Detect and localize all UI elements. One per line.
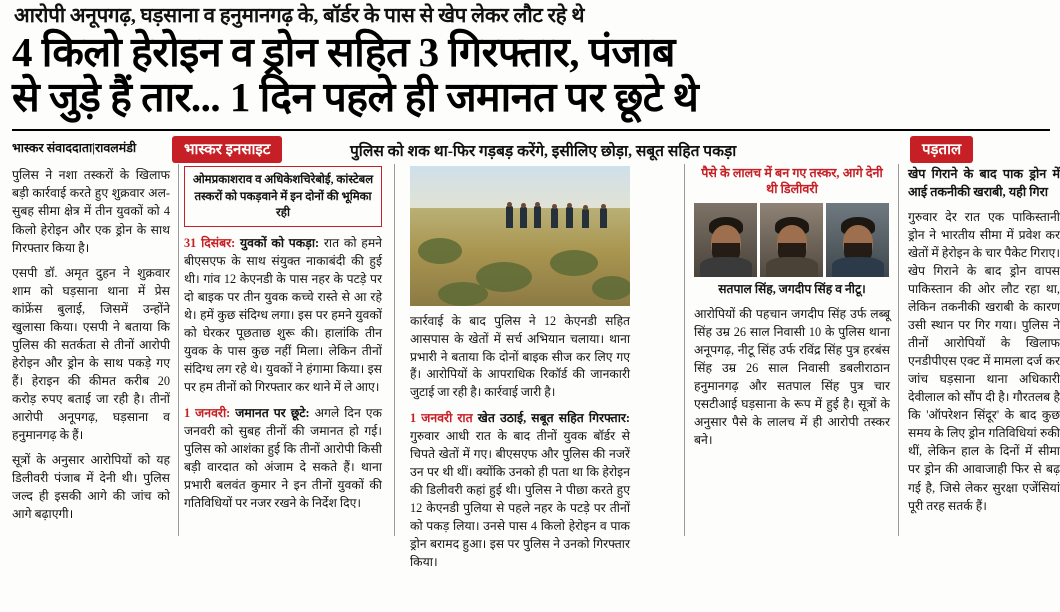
mugs-heading: पैसे के लालच में बन गए तस्कर, आगे देनी थी डिलीवरी [701,166,883,197]
column-1 [12,166,170,530]
column-5 [908,166,1060,521]
person-figure [551,208,558,228]
col2-item-2-date: 1 जनवरी: [184,405,231,420]
col1-para-3: सूत्रों के अनुसार आरोपियों को यह डिलीवरी पंजाब में देनी थी। पुलिस जल्द ही इसकी आगे की जांच को आगे बढ़ाएगी। [12,453,170,522]
article-columns [12,166,1060,570]
person-figure [566,207,573,228]
person-figure [582,209,589,228]
col1-para-2: एसपी डॉ. अमृत दुहन ने शुक्रवार शाम को घड़साना थाना में प्रेस कांफ्रेंस बुलाई, जिसमें उन्होंने खुलासा किया। एसपी ने बताया कि पुलिस की सतर्कता से तीनों आरोपी हेरोइन और ड्रोन के साथ पकड़े गए हैं। हेराइन की कीमत करीब 20 करोड़ रुपए बताई जा रही है। तीनों आरोपी अनूपगढ़, घड़साना व हनुमानगढ़ के हैं। [12,265,170,443]
bush-icon [592,276,630,300]
body-shape [766,257,818,277]
col2-item-2-head: जमानत पर छूटे: [235,405,310,420]
mugshot-1 [694,203,757,277]
col4-text: आरोपियों की पहचान जगदीप सिंह उर्फ लब्बू सिंह उम्र 26 साल निवासी 10 के पुलिस थाना अनूपगढ़, नीटू सिंह उर्फ रविंद्र सिंह पुत्र हरबंस सिंह उम्र 26 साल निवासी डबलीराठान हनुमानगढ़ और सतपाल सिंह पुत्र चार एसटीआई घड़साना के रूप में हुई है। सूत्रों के अनुसार पैसे के लालच में ही आरोपी तस्कर बने। [694,306,890,448]
col5-heading: खेप गिराने के बाद पाक ड्रोन में आई तकनीकी खराबी, यही गिरा [908,167,1060,199]
col3-item-text: गुरुवार आधी रात के बाद तीनों युवक बॉर्डर से चिपते खेतों में गए। बीएसएफ और पुलिस की नजरें उन पर थी थीं। क्योंकि उनको ही पता था कि हेरोइन की डिलीवरी कहां हुई थी। पुलिस ने पीछा करते हुए 12 केएनडी पुलिया से पहले नहर के पटड़े पर तीनों को पकड़ लिया। उनसे पास 4 किलो हेरोइन व पाक ड्रोन बरामद हुआ। इस पर पुलिस ने उनको गिरफ्तार किया। [410,428,630,570]
headline-divider [12,129,1050,131]
column-4 [694,166,890,456]
col3-item-date: 1 जनवरी रात [410,410,473,425]
column-divider-4 [898,164,899,536]
mugs-caption: सतपाल सिंह, जगदीप सिंह व नीटू। [718,281,866,296]
headline [0,28,1060,122]
person-figure [520,207,527,228]
column-divider-3 [684,164,685,536]
person-figure [506,206,513,228]
person-figure [534,206,541,228]
accused-photos [694,203,890,277]
column-3 [410,166,630,578]
col2-credit-box: ओमप्रकाशराव व अधिकेशचिरेबोई, कांस्टेबल तस्करों को पकड़वाने में इन दोनों की भूमिका रही [184,166,382,227]
headline-line-1: 4 किलो हेरोइन व ड्रोन सहित 3 गिरफ्तार, पंजाब [12,28,675,75]
col2-item-2-text: अगले दिन एक जनवरी को सुबह तीनों की जमानत हो गई। पुलिस को आशंका हुई कि तीनों आरोपी किसी बड़ी वारदात को अंजाम दे सकते हैं। थाना प्रभारी बलवंत कुमार ने इन तीनों युवकों की गतिविधियों पर नजर रखने के निर्देश दिए। [184,405,382,510]
tag-bhaskar-insight: भास्कर इनसाइट [172,136,282,163]
column-2 [184,166,382,519]
section-label-band [12,136,1050,162]
col1-para-1: पुलिस ने नशा तस्करों के खिलाफ बड़ी कार्रवाई करते हुए शुक्रवार अल-सुबह सीमा क्षेत्र में तीन युवकों को 4 किलो हेरोइन और एक ड्रोन के साथ गिरफ्तार किया है। [12,168,170,255]
col2-item-1-head: युवकों को पकड़ा: [240,235,320,250]
col5-para-1: गुरुवार देर रात एक पाकिस्तानी ड्रोन ने भारतीय सीमा में प्रवेश कर खेतों में हेरोइन के चार पैकेट गिराए। खेप गिराने के बाद ड्रोन वापस पाकिस्तान की ओर लौट रहा था, लेकिन तकनीकी खराबी के कारण उसी स्थान पर गिर गया। पुलिस ने तीनों आरोपियों के खिलाफ एनडीपीएस एक्ट में मामला दर्ज कर जांच घड़साना थाना अधिकारी देवीलाल को सौंप दी है। गौरतलब है कि 'ऑपरेशन सिंदूर' के बाद कुछ समय के लिए ड्रोन गतिविधियां रुकी थीं, लेकिन हाल के दिनों में सीमा पर ड्रोन की आवाजाही फिर से बढ़ गई है, जिसे लेकर सुरक्षा एजेंसियां पूरी तरह सतर्क हैं। [908,209,1060,513]
mugshot-2 [760,203,823,277]
photo-police-search [410,166,630,306]
col2-item-1-date: 31 दिसंबर: [184,235,236,250]
headline-line-2: से जुड़े हैं तार... 1 दिन पहले ही जमानत पर छूटे थे [12,74,699,121]
tag-padtal: पड़ताल [910,136,973,163]
body-shape [832,257,884,277]
column-divider-1 [178,164,179,536]
col2-item-1 [184,234,382,397]
col3-item-head: खेत उठाई, सबूत सहित गिरफ्तार: [477,410,631,425]
col3-item [410,409,630,572]
column-divider-2 [394,164,395,536]
mugshot-3 [826,203,889,277]
body-shape [700,257,752,277]
person-figure [600,208,607,228]
byline: भास्कर संवाददाता|रावलमंडी [12,141,137,156]
col2-item-2 [184,404,382,512]
mid-band-heading: पुलिस को शक था-फिर गड़बड़ करेंगे, इसीलिए छोड़ा, सबूत सहित पकड़ा [350,143,737,161]
photo-caption: कार्रवाई के बाद पुलिस ने 12 केएनडी सहित आसपास के खेतों में सर्च अभियान चलाया। थाना प्रभारी ने बताया कि दोनों बाइक सीज कर लिए गए हैं। आरोपियों के आपराधिक रिकॉर्ड की जानकारी जुटाई जा रही है। कार्रवाई जारी है। [410,314,630,400]
kicker-text: आरोपी अनूपगढ़, घड़साना व हनुमानगढ़ के, बॉर्डर के पास से खेप लेकर लौट रहे थे [14,5,585,27]
col2-item-1-text: रात को हमने बीएसएफ के साथ संयुक्त नाकाबंदी की हुई थी। गांव 12 केएनडी के पास नहर के पटड़े पर दो बाइक पर तीन युवक कच्चे रास्ते से आ रहे थे। हमें कुछ संदिग्ध लगा। इस पर हमने युवकों को घेरकर पूछताछ शुरू की। हालांकि तीन युवक के पास कुछ नहीं मिला। लेकिन तीनों संदिग्ध लग रहे थे। युवकों ने हंगामा किया। इस पर हम तीनों को गिरफ्तार कर थाने में ले आए। [184,235,383,395]
